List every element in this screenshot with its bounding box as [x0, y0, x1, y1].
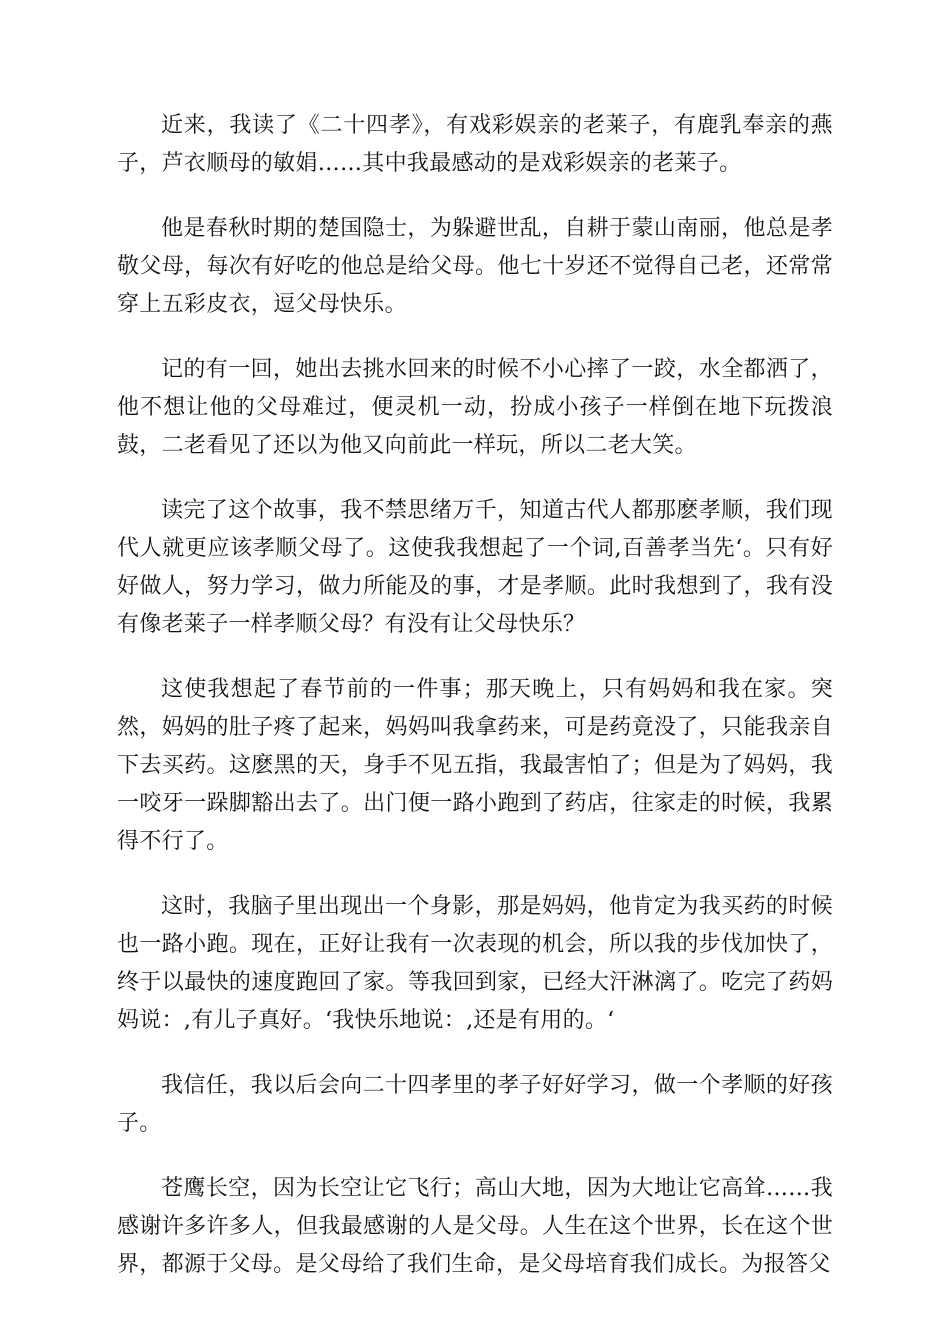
paragraph-8: 苍鹰长空，因为长空让它飞行；高山大地，因为大地让它高耸……我感谢许多许多人，但我最感谢的人是父母。人生在这个世界，长在这个世界，都源于父母。是父母给了我们生命，是父母培育我们成长。为报答父	[117, 1176, 833, 1277]
paragraph-7: 我信任，我以后会向二十四孝里的孝子好好学习，做一个孝顺的好孩子。	[117, 1073, 833, 1136]
paragraph-5: 这使我想起了春节前的一件事；那天晚上，只有妈妈和我在家。突然，妈妈的肚子疼了起来，妈妈叫我拿药来，可是药竟没了，只能我亲自下去买药。这麽黑的天，身手不见五指，我最害怕了；但是为了妈妈，我一咬牙一跺脚豁出去了。出门便一路小跑到了药店，往家走的时候，我累得不行了。	[117, 677, 833, 854]
document-body	[117, 107, 833, 1311]
paragraph-3: 记的有一回，她出去挑水回来的时候不小心摔了一跤，水全都洒了，他不想让他的父母难过，便灵机一动，扮成小孩子一样倒在地下玩拨浪鼓，二老看见了还以为他又向前此一样玩，所以二老大笑。	[117, 357, 833, 458]
paragraph-6: 这时，我脑子里出现出一个身影，那是妈妈，他肯定为我买药的时候也一路小跑。现在，正好让我有一次表现的机会，所以我的步伐加快了，终于以最快的速度跑回了家。等我回到家，已经大汗淋漓了。吃完了药妈妈说：,有儿子真好。‘我快乐地说：,还是有用的。‘	[117, 894, 833, 1033]
paragraph-4: 读完了这个故事，我不禁思绪万千，知道古代人都那麽孝顺，我们现代人就更应该孝顺父母了。这使我我想起了一个词,百善孝当先‘。只有好好做人，努力学习，做力所能及的事，才是孝顺。此时我想到了，我有没有像老莱子一样孝顺父母？有没有让父母快乐？	[117, 498, 833, 637]
paragraph-2: 他是春秋时期的楚国隐士，为躲避世乱，自耕于蒙山南丽，他总是孝敬父母，每次有好吃的他总是给父母。他七十岁还不觉得自己老，还常常穿上五彩皮衣，逗父母快乐。	[117, 216, 833, 317]
paragraph-1: 近来，我读了《二十四孝》，有戏彩娱亲的老莱子，有鹿乳奉亲的燕子，芦衣顺母的敏娟……其中我最感动的是戏彩娱亲的老莱子。	[117, 113, 833, 176]
